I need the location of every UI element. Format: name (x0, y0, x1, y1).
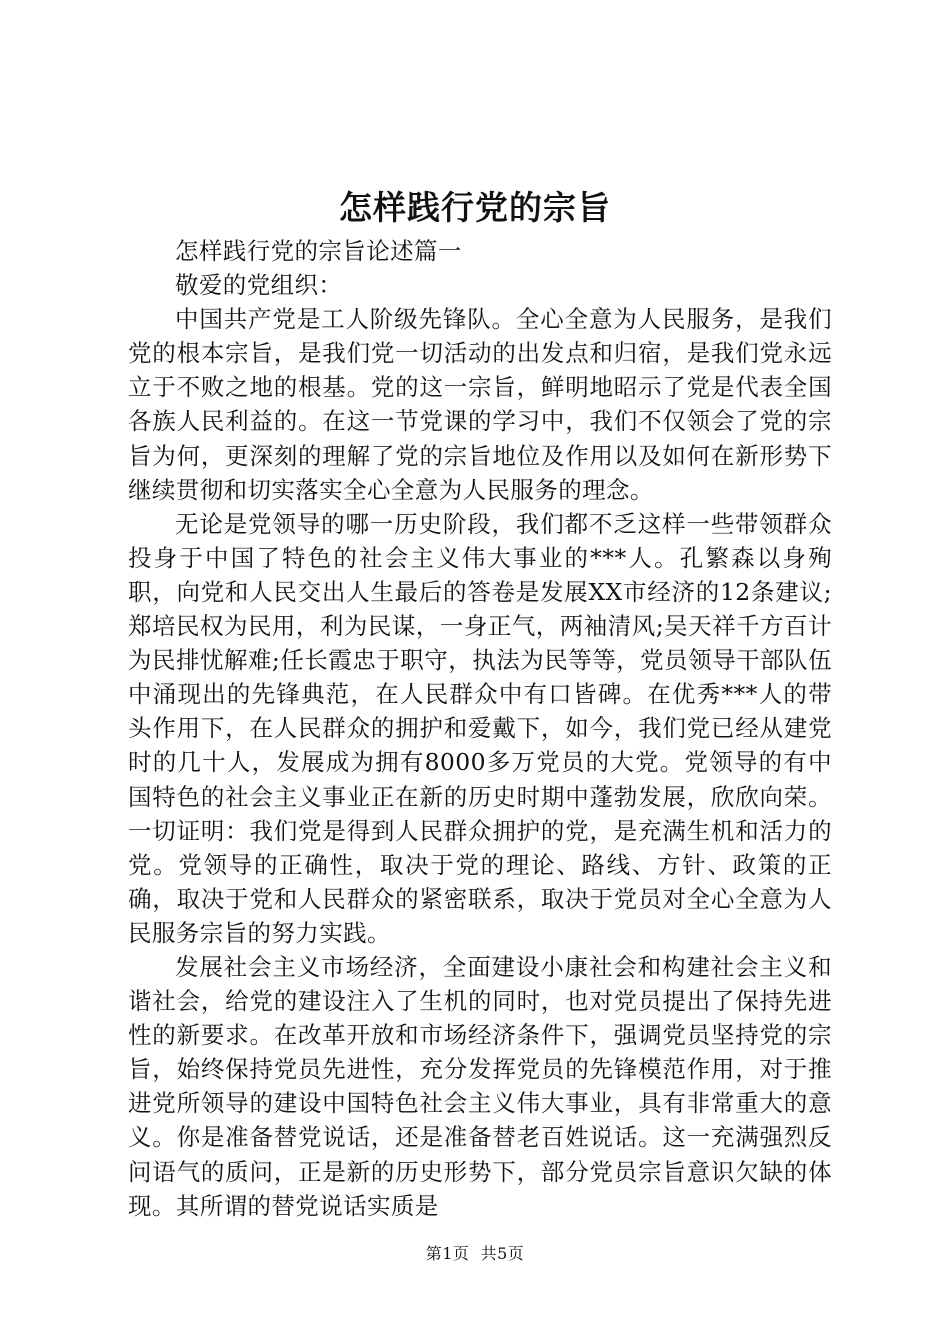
document-title: 怎样践行党的宗旨 (339, 188, 611, 227)
paragraph-salutation: 敬爱的党组织： (175, 271, 343, 300)
page-footer (0, 1243, 950, 1265)
paragraph-heading: 怎样践行党的宗旨论述篇一 (175, 237, 462, 265)
paragraph: 发展社会主义市场经济，全面建设小康社会和构建社会主义和谐社会，给党的建设注入了生机的同时，也对党员提出了保持先进性的新要求。在改革开放和市场经济条件下，强调党员坚持党的宗旨，始终保持党员先进性，充分发挥党员的先锋模范作用，对于推进党所领导的建设中国特色社会主义伟大事业，具有非常重大的意义。你是准备替党说话，还是准备替老百姓说话。这一充满强烈反问语气的质问，正是新的历史形势下，部分党员宗旨意识欠缺的体现。其所谓的替党说话实质是 (128, 952, 832, 1220)
document-body (128, 234, 832, 1223)
page-number: 第1页 共5页 (425, 1244, 525, 1263)
paragraph: 中国共产党是工人阶级先锋队。全心全意为人民服务，是我们党的根本宗旨，是我们党一切活动的出发点和归宿，是我们党永远立于不败之地的根基。党的这一宗旨，鲜明地昭示了党是代表全国各族人民利益的。在这一节党课的学习中，我们不仅领会了党的宗旨为何，更深刻的理解了党的宗旨地位及作用以及如何在新形势下继续贯彻和切实落实全心全意为人民服务的理念。 (128, 305, 832, 504)
paragraph: 无论是党领导的哪一历史阶段，我们都不乏这样一些带领群众投身于中国了特色的社会主义伟大事业的***人。孔繁森以身殉职，向党和人民交出人生最后的答卷是发展XX市经济的12条建议;郑培民权为民用，利为民谋，一身正气，两袖清风;吴天祥千方百计为民排忧解难;任长霞忠于职守，执法为民等等，党员领导干部队伍中涌现出的先锋典范，在人民群众中有口皆碑。在优秀***人的带头作用下，在人民群众的拥护和爱戴下，如今，我们党已经从建党时的几十人，发展成为拥有8000多万党员的大党。党领导的有中国特色的社会主义事业正在新的历史时期中蓬勃发展，欣欣向荣。一切证明：我们党是得到人民群众拥护的党，是充满生机和活力的党。党领导的正确性，取决于党的理论、路线、方针、政策的正确，取决于党和人民群众的紧密联系，取决于党员对全心全意为人民服务宗旨的努力实践。 (128, 509, 832, 947)
